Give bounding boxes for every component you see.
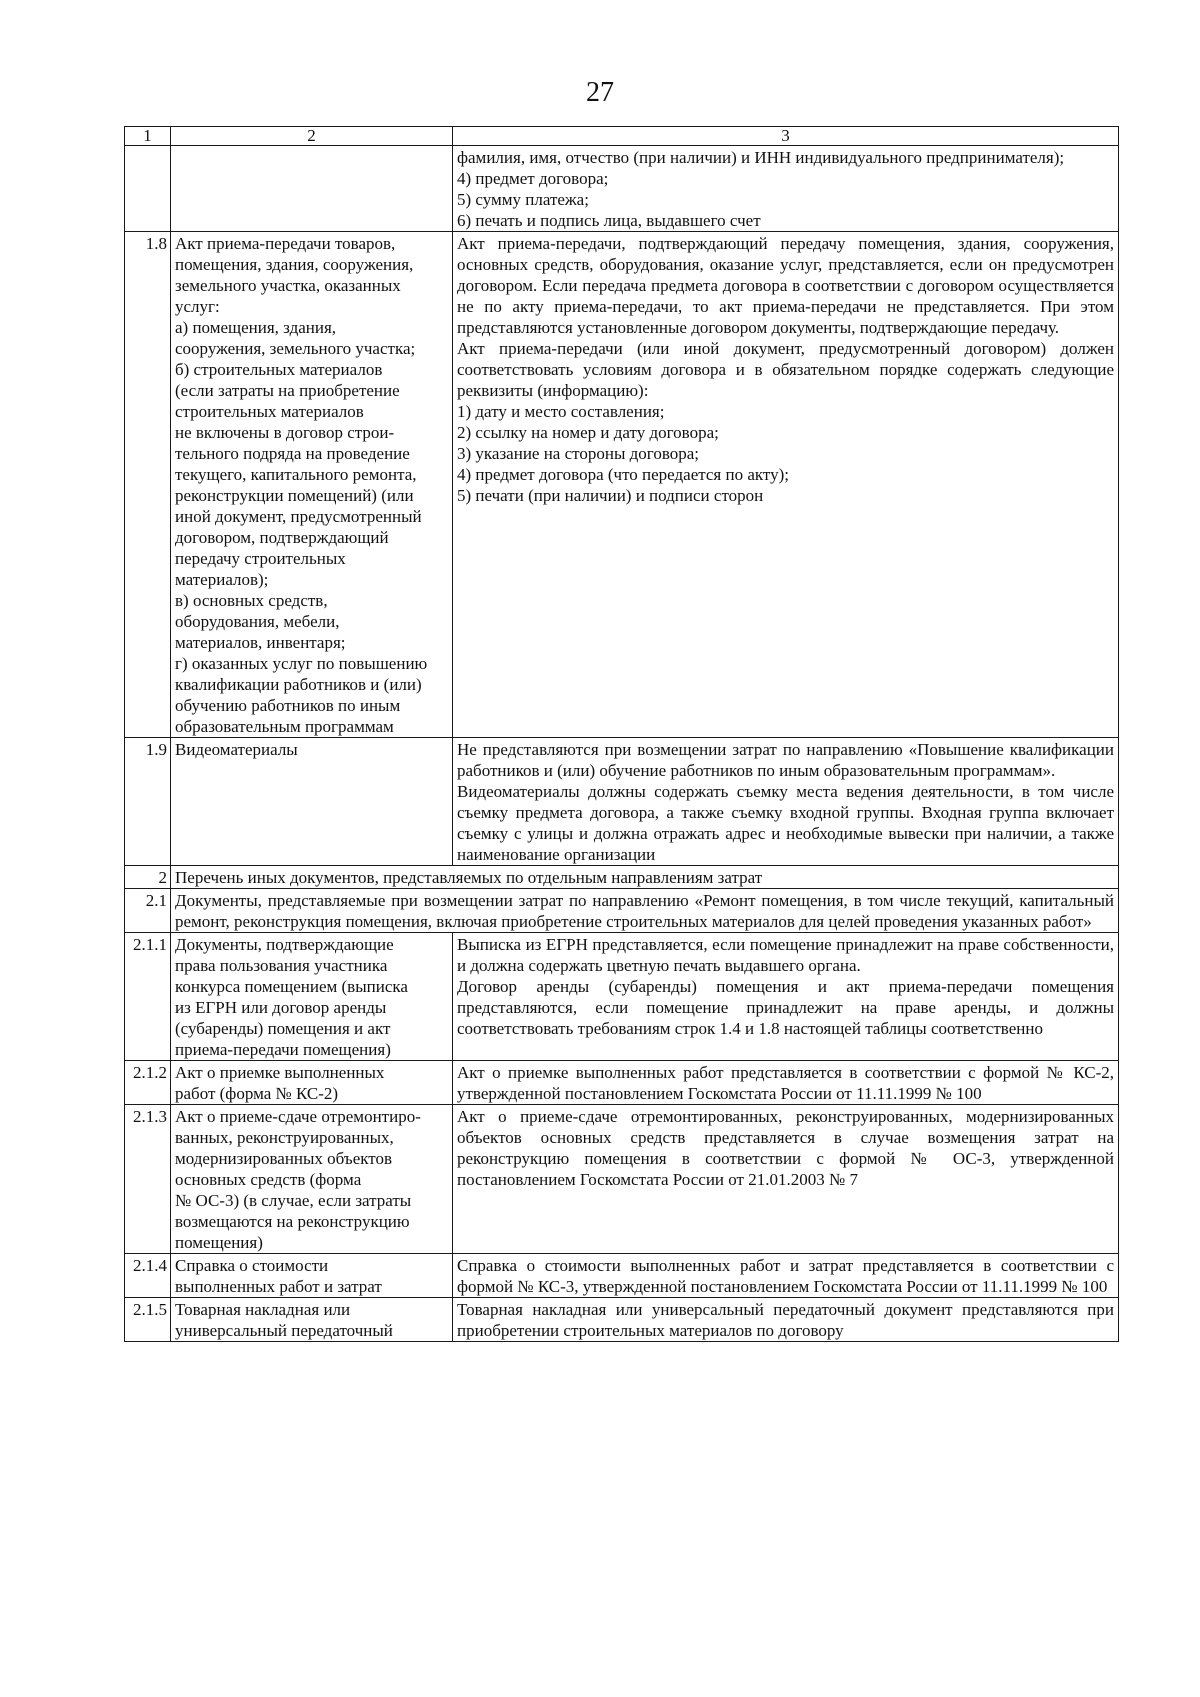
document-name-line: Справка о стоимости [175,1256,329,1275]
requirement-paragraph: Договор аренды (субаренды) помещения и акт приема-передачи помещения представляются, если помещение принадлежит на праве аренды, и должны соответствовать требованиям строк 1.4 и 1.8 настоящей таблицы соответственно [457,977,1114,1038]
requirement-paragraph: 1) дату и место составления; [457,402,665,421]
table-row [125,1254,1119,1298]
document-name-line: Акт приема-передачи товаров, [175,234,396,253]
document-name-cell [171,933,453,1061]
row-number: 2.1.4 [125,1254,171,1298]
header-col-3: 3 [453,127,1119,146]
table-row [125,146,1119,232]
document-name-cell [171,738,453,866]
requirement-paragraph: 6) печать и подпись лица, выдавшего счет [457,211,761,230]
requirement-paragraph: Акт о приеме-сдаче отремонтированных, реконструированных, модернизированных объектов основных средств представляется в случае возмещения затрат на реконструкцию помещения в соответствии с формой № ОС-3, утвержденной постановлением Госкомстата России от 21.01.2003 № 7 [457,1107,1114,1189]
section-title: Перечень иных документов, представляемых по отдельным направлениям затрат [171,866,1119,889]
table-row [125,933,1119,1061]
document-name-line: помещения, здания, сооружения, [175,255,414,274]
requirements-cell [453,232,1119,738]
document-name-line: реконструкции помещений) (или [175,486,414,505]
document-name-line: модернизированных объектов [175,1149,393,1168]
requirement-paragraph: 3) указание на стороны договора; [457,444,700,463]
document-name-line: передачу строительных [175,549,346,568]
table-row [125,1105,1119,1254]
document-name-line: а) помещения, здания, [175,318,337,337]
document-name-line: оборудования, мебели, [175,612,340,631]
document-name-line: Документы, подтверждающие [175,935,394,954]
requirements-cell [453,1254,1119,1298]
document-name-line: земельного участка, оказанных [175,276,401,295]
document-name-line: Акт о приеме-сдаче отремонтиро- [175,1107,421,1126]
document-name-line: приема-передачи помещения) [175,1040,391,1059]
requirement-paragraph: 4) предмет договора; [457,169,609,188]
requirement-paragraph: Не представляются при возмещении затрат по направлению «Повышение квалификации работников и (или) обучение работников по иным образовательным программам». [457,740,1114,780]
row-number: 2.1.5 [125,1298,171,1342]
row-number: 2.1.1 [125,933,171,1061]
document-name-cell [171,146,453,232]
document-name-cell [171,1298,453,1342]
document-name-line: выполненных работ и затрат [175,1277,382,1296]
document-name-cell [171,1254,453,1298]
document-name-line: Видеоматериалы [175,740,298,759]
document-name-line: не включены в договор строи- [175,423,395,442]
document-name-line: материалов); [175,570,269,589]
section-title: Документы, представляемые при возмещении затрат по направлению «Ремонт помещения, в том числе текущий, капитальный ремонт, реконструкция помещения, включая приобретение строительных материалов для целей проведения указанных работ» [171,889,1119,933]
document-name-cell [171,1105,453,1254]
header-col-1: 1 [125,127,171,146]
document-name-line: (субаренды) помещения и акт [175,1019,391,1038]
requirement-paragraph: Акт приема-передачи, подтверждающий передачу помещения, здания, сооружения, основных средств, оборудования, оказание услуг, представляется, если он предусмотрен договором. Если передача предмета договора в соответствии с договором осуществляется не по акту приема-передачи, то акт приема-передачи не представляется. При этом представляются установленные договором документы, подтверждающие передачу. [457,234,1114,337]
requirement-paragraph: фамилия, имя, отчество (при наличии) и ИНН индивидуального предпринимателя); [457,148,1065,167]
page-number: 27 [586,77,614,108]
requirement-paragraph: Справка о стоимости выполненных работ и затрат представляется в соответствии с формой № КС-3, утвержденной постановлением Госкомстата России от 11.11.1999 № 100 [457,1256,1114,1296]
requirement-paragraph: 5) печати (при наличии) и подписи сторон [457,486,764,505]
document-name-cell [171,232,453,738]
requirements-cell [453,1298,1119,1342]
document-name-line: (если затраты на приобретение [175,381,400,400]
requirements-cell [453,738,1119,866]
row-number [125,146,171,232]
requirements-cell [453,933,1119,1061]
document-name-line: универсальный передаточный [175,1321,393,1340]
requirements-cell [453,1061,1119,1105]
document-name-line: текущего, капитального ремонта, [175,465,417,484]
document-name-line: ванных, реконструированных, [175,1128,394,1147]
document-name-line: иной документ, предусмотренный [175,507,422,526]
requirement-paragraph: 4) предмет договора (что передается по акту); [457,465,790,484]
document-name-line: сооружения, земельного участка; [175,339,416,358]
requirements-cell [453,146,1119,232]
table-row [125,738,1119,866]
requirement-paragraph: Акт о приемке выполненных работ представляется в соответствии с формой № КС-2, утвержденной постановлением Госкомстата России от 11.11.1999 № 100 [457,1063,1114,1103]
requirement-paragraph: Видеоматериалы должны содержать съемку места ведения деятельности, в том числе съемку предмета договора, а также съемку входной группы. Входная группа включает съемку с улицы и должна отражать адрес и необходимые вывески при наличии, а также наименование организации [457,782,1114,864]
document-name-line: б) строительных материалов [175,360,383,379]
document-name-line: конкурса помещением (выписка [175,977,408,996]
document-name-line: строительных материалов [175,402,364,421]
requirements-table [124,126,1119,1342]
section-number: 2.1 [125,889,171,933]
document-name-line: услуг: [175,297,220,316]
document-name-line: Товарная накладная или [175,1300,351,1319]
row-number: 1.9 [125,738,171,866]
document-name-line: № ОС-3) (в случае, если затраты [175,1191,412,1210]
document-name-line: квалификации работников и (или) [175,675,422,694]
document-name-line: материалов, инвентаря; [175,633,346,652]
requirement-paragraph: Выписка из ЕГРН представляется, если помещение принадлежит на праве собственности, и должна содержать цветную печать выдавшего органа. [457,935,1114,975]
table-header-row [125,127,1119,146]
requirement-paragraph: 5) сумму платежа; [457,190,589,209]
section-row [125,866,1119,889]
row-number: 1.8 [125,232,171,738]
document-name-line: договором, подтверждающий [175,528,389,547]
document-name-line: основных средств (форма [175,1170,362,1189]
requirement-paragraph: Акт приема-передачи (или иной документ, предусмотренный договором) должен соответствовать условиям договора и в обязательном порядке содержать следующие реквизиты (информацию): [457,339,1114,400]
document-name-line: г) оказанных услуг по повышению [175,654,428,673]
section-number: 2 [125,866,171,889]
section-row [125,889,1119,933]
document-name-line: возмещаются на реконструкцию [175,1212,410,1231]
row-number: 2.1.2 [125,1061,171,1105]
row-number: 2.1.3 [125,1105,171,1254]
requirement-paragraph: 2) ссылку на номер и дату договора; [457,423,719,442]
document-name-line: обучению работников по иным [175,696,401,715]
header-col-2: 2 [171,127,453,146]
requirements-cell [453,1105,1119,1254]
table-row [125,232,1119,738]
document-name-line: помещения) [175,1233,263,1252]
document-name-line: образовательным программам [175,717,394,736]
table-row [125,1061,1119,1105]
document-name-line: Акт о приемке выполненных [175,1063,385,1082]
document-name-line: из ЕГРН или договор аренды [175,998,387,1017]
requirement-paragraph: Товарная накладная или универсальный передаточный документ представляются при приобретении строительных материалов по договору [457,1300,1114,1340]
document-name-line: тельного подряда на проведение [175,444,410,463]
table-row [125,1298,1119,1342]
document-name-line: права пользования участника [175,956,388,975]
document-name-cell [171,1061,453,1105]
document-name-line: в) основных средств, [175,591,328,610]
document-name-line: работ (форма № КС-2) [175,1084,339,1103]
